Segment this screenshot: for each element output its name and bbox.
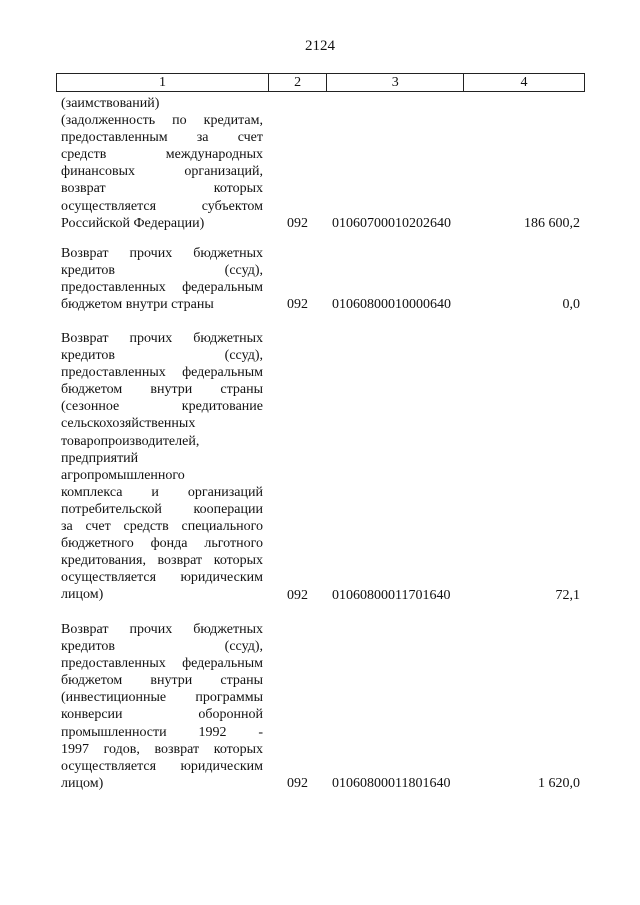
description-line: товаропроизводителей, [61, 433, 200, 449]
description-line: 1997 годов, возврат которых [61, 741, 263, 757]
row-code: 092 [287, 215, 308, 231]
description-line: бюджетом внутри страны [61, 382, 263, 398]
column-header-2: 2 [268, 74, 326, 92]
row-description [61, 621, 263, 792]
description-line: комплекса и организаций [61, 484, 263, 500]
description-line: предоставленных федеральным [61, 365, 263, 381]
table-row [61, 621, 581, 795]
row-amount: 72,1 [555, 587, 580, 603]
column-header-1: 1 [57, 74, 269, 92]
row-budget-classification: 01060800011701640 [332, 587, 451, 603]
description-line: бюджетного фонда льготного [61, 536, 263, 552]
description-line: осуществляется юридическим [61, 570, 263, 586]
row-description [61, 95, 263, 232]
description-line: за счет средств специального [61, 519, 263, 535]
description-line: потребительской кооперации [61, 501, 263, 517]
row-code: 092 [287, 775, 308, 791]
column-header-3: 3 [327, 74, 464, 92]
row-code: 092 [287, 297, 308, 313]
column-header-table [56, 73, 585, 92]
description-line: кредитов (ссуд), [61, 348, 263, 364]
description-line: бюджетом внутри страны [61, 673, 263, 689]
description-line: Возврат прочих бюджетных [61, 246, 263, 261]
column-header-4: 4 [464, 74, 585, 92]
description-line: бюджетом внутри страны [61, 297, 214, 313]
row-amount: 1 620,0 [538, 775, 580, 791]
description-line: Возврат прочих бюджетных [61, 622, 263, 637]
description-line: (сезонное кредитование [61, 399, 263, 415]
description-line: кредитования, возврат которых [61, 553, 263, 569]
description-line: промышленности 1992 - [61, 724, 263, 740]
row-description [61, 330, 263, 604]
row-code: 092 [287, 587, 308, 603]
description-line: средств международных [61, 147, 263, 163]
row-budget-classification: 01060700010202640 [332, 215, 451, 231]
description-line: агропромышленного [61, 467, 185, 483]
table-row [61, 95, 581, 235]
description-line: осуществляется субъектом [61, 198, 263, 214]
description-line: (инвестиционные программы [61, 690, 263, 706]
description-line: (заимствований) [61, 96, 160, 111]
row-amount: 0,0 [562, 297, 580, 313]
row-budget-classification: 01060800011801640 [332, 775, 451, 791]
table-row [61, 330, 581, 606]
description-line: предоставленных федеральным [61, 656, 263, 672]
description-line: лицом) [61, 587, 104, 603]
description-line: кредитов (ссуд), [61, 263, 263, 279]
table-row [61, 245, 581, 317]
description-line: предоставленным за счет [61, 130, 263, 146]
description-line: конверсии оборонной [61, 707, 263, 723]
page-number: 2124 [305, 38, 335, 54]
description-line: осуществляется юридическим [61, 758, 263, 774]
description-line: Российской Федерации) [61, 215, 205, 231]
column-header-row [57, 74, 585, 92]
description-line: лицом) [61, 775, 104, 791]
description-line: сельскохозяйственных [61, 416, 196, 432]
description-line: финансовых организаций, [61, 164, 263, 180]
description-line: предприятий [61, 450, 139, 466]
row-budget-classification: 01060800010000640 [332, 297, 451, 313]
row-description [61, 245, 263, 313]
description-line: предоставленных федеральным [61, 280, 263, 296]
row-amount: 186 600,2 [524, 215, 580, 231]
description-line: (задолженность по кредитам, [61, 113, 263, 129]
description-line: Возврат прочих бюджетных [61, 331, 263, 346]
description-line: кредитов (ссуд), [61, 639, 263, 655]
description-line: возврат которых [61, 181, 263, 197]
